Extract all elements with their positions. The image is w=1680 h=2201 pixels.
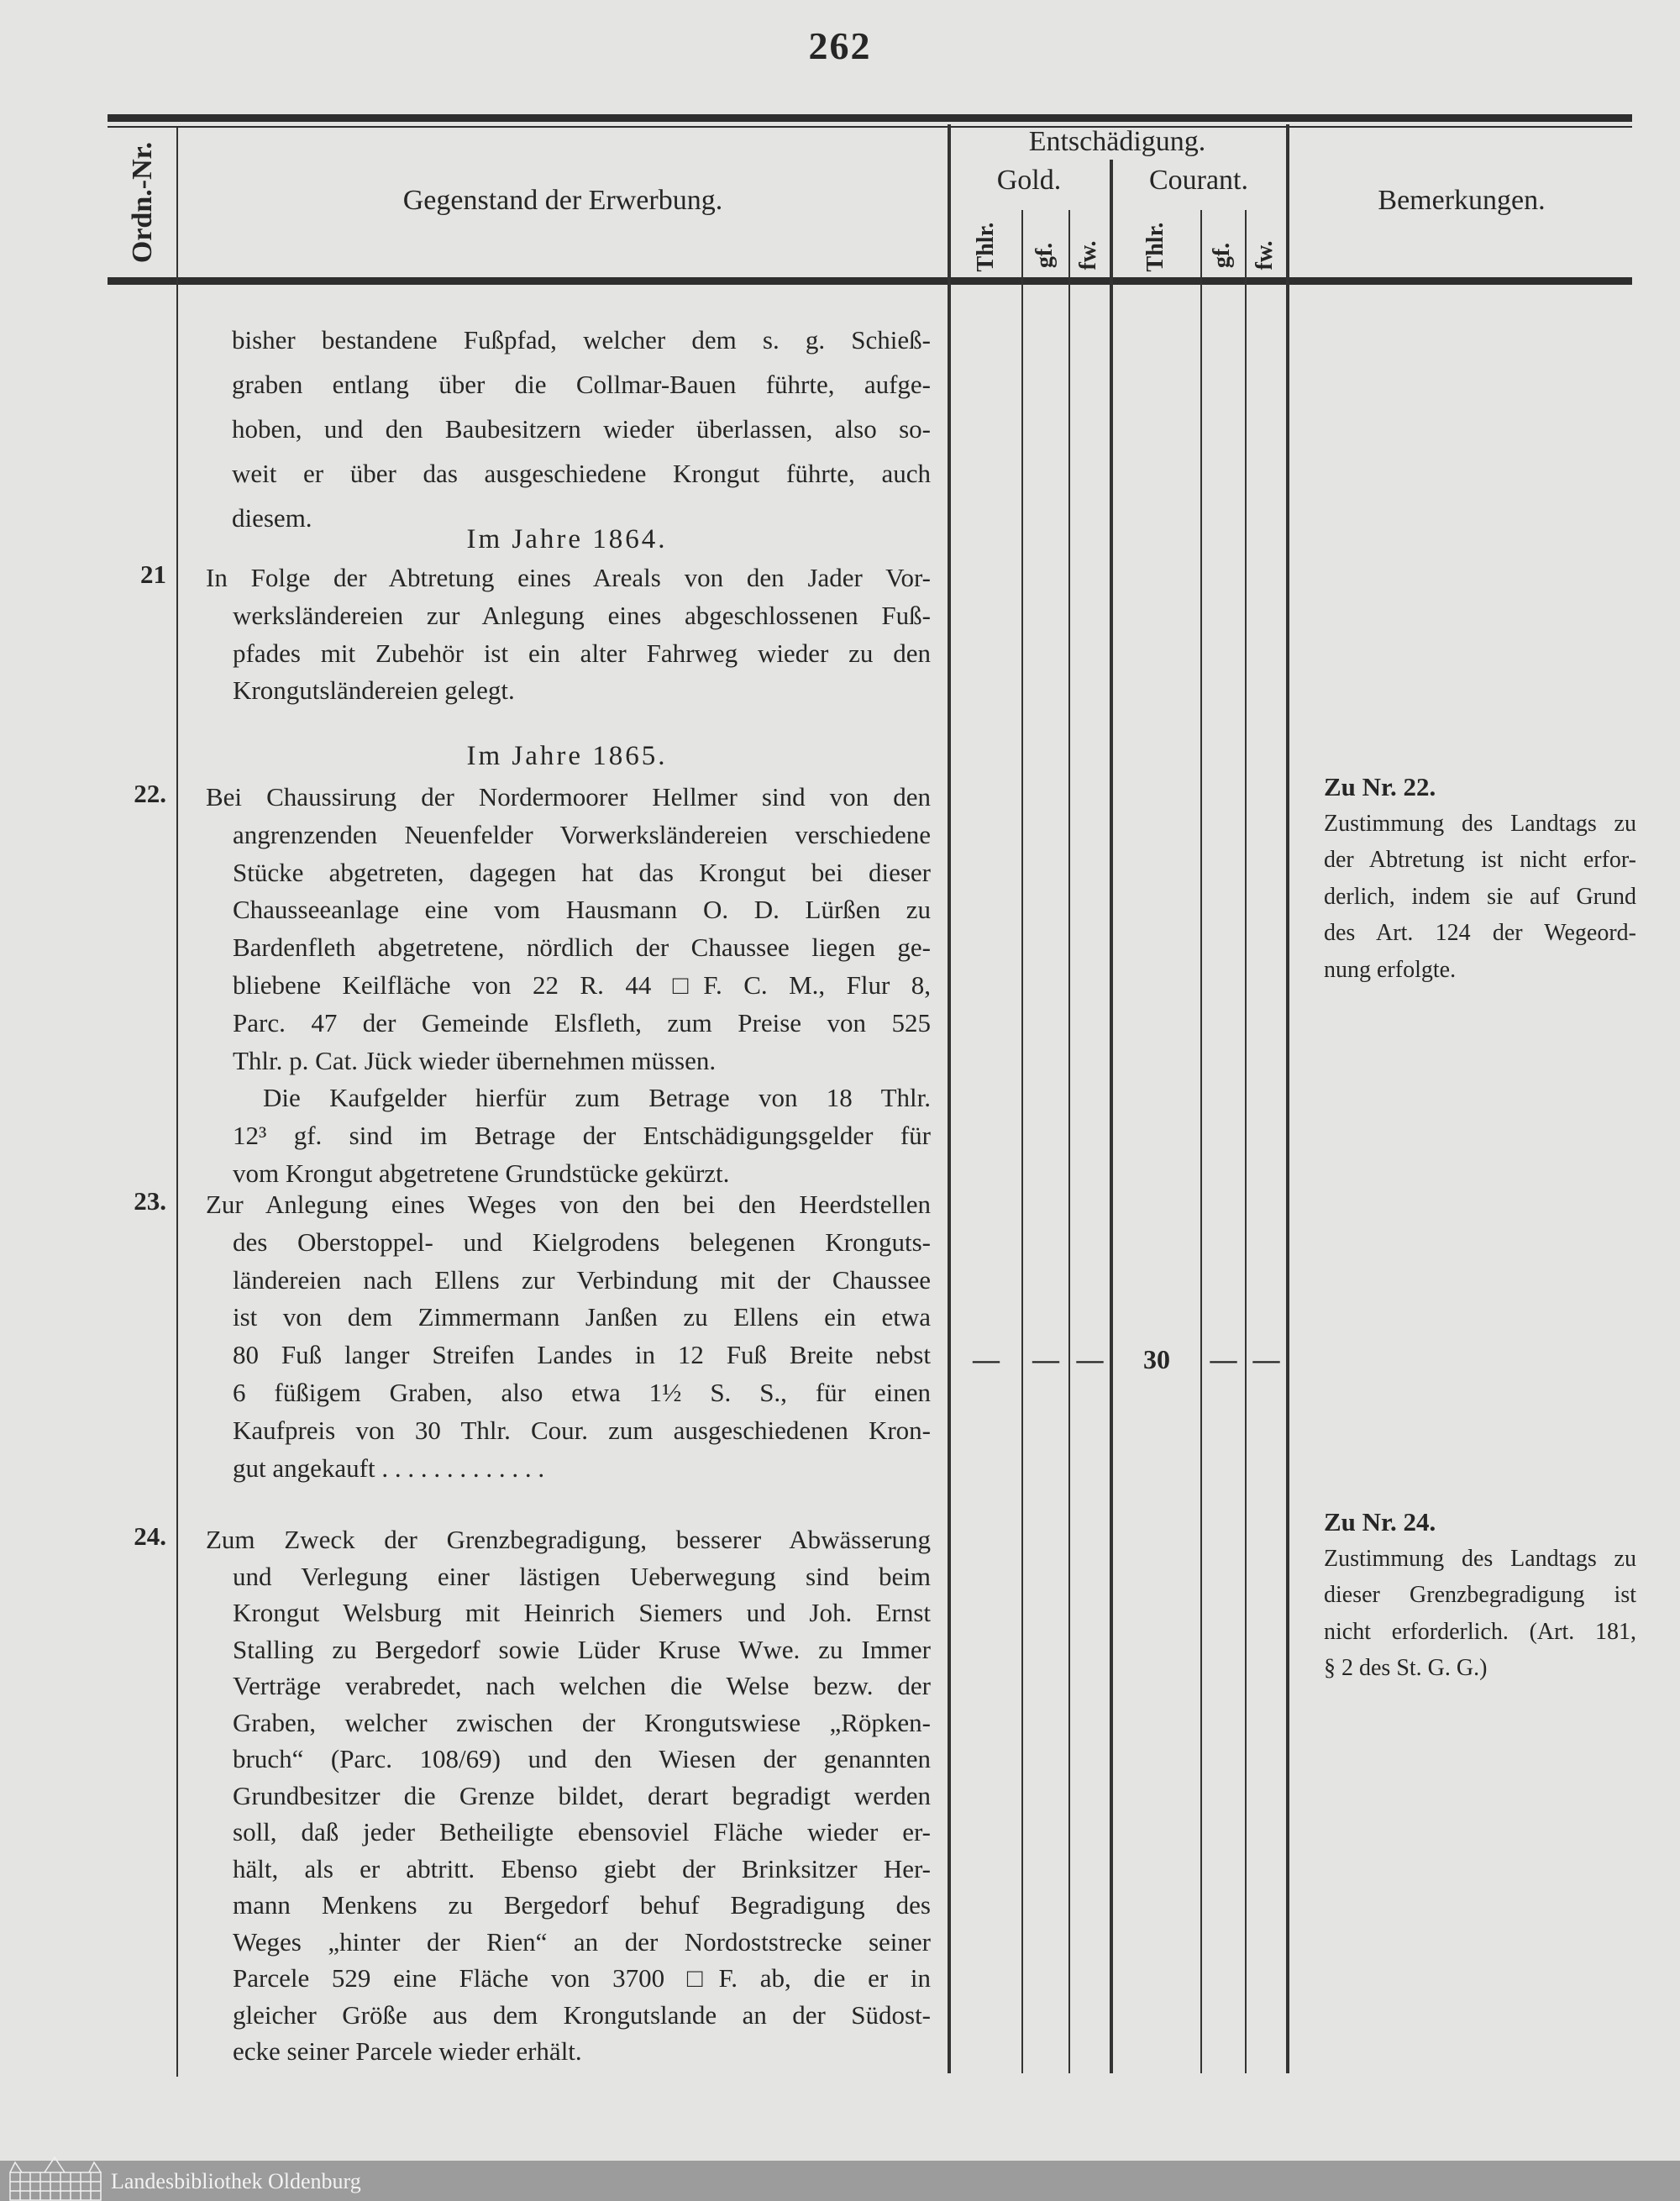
year-heading-1864: Im Jahre 1864. (466, 524, 668, 554)
remark-22 (1324, 769, 1636, 988)
text-line: diesem. (232, 503, 312, 533)
entry-number-22: 22. (134, 779, 166, 808)
text-line: Krongutsländereien gelegt. (233, 675, 515, 706)
text-line: Kaufpreis von 30 Thlr. Cour. zum ausgeschiedenen Kron- (233, 1415, 931, 1445)
header-gold-thlr: Thlr. (973, 222, 999, 272)
text-line: Bei Chaussirung der Nordermoorer Hellmer sind von den (206, 782, 931, 812)
text-line: Verträge verabredet, nach welchen die Welse bezw. der (233, 1671, 931, 1700)
remark-line: der Abtretung ist nicht erfor- (1324, 847, 1636, 873)
text-line: bliebene Keilfläche von 22 R. 44 □F. C. M., Flur 8, (233, 969, 931, 1000)
text-line: Thlr. p. Cat. Jück wieder übernehmen müssen. (233, 1045, 717, 1075)
remark-line: des Art. 124 der Wegeord- (1324, 920, 1636, 946)
header-subject: Gegenstand der Erwerbung. (402, 185, 723, 216)
text-line: Parcele 529 eine Fläche von 3700 □F. ab, die er in (233, 1963, 931, 1993)
text-line: des Oberstoppel- und Kielgrodens belegenen Kronguts- (233, 1227, 931, 1257)
text-line: Grundbesitzer die Grenze bildet, derart begradigt werden (233, 1780, 931, 1810)
remark-title: Zu Nr. 24. (1324, 1507, 1436, 1536)
library-building-logo-icon (7, 2154, 103, 2201)
header-courant: Courant. (1148, 165, 1249, 196)
text-line: werksländereien zur Anlegung eines abgeschlossenen Fuß- (233, 600, 931, 630)
amount-courant-fw: — (1252, 1344, 1280, 1374)
text-line: Graben, welcher zwischen der Krongutswiese „Röpken- (233, 1707, 931, 1737)
remark-line: nicht erforderlich. (Art. 181, (1324, 1618, 1636, 1645)
text-line: gleicher Größe aus dem Krongutslande an der Südost- (233, 1999, 931, 2030)
top-rule (108, 114, 1632, 122)
entry-23-text (206, 1186, 931, 1487)
text-line: hält, als er abtritt. Ebenso giebt der Brinksitzer Her- (233, 1853, 931, 1883)
page-number: 262 (808, 24, 872, 67)
text-line: Stalling zu Bergedorf sowie Lüder Kruse Wwe. zu Immer (233, 1634, 931, 1664)
text-line: soll, daß jeder Betheiligte ebensoviel Fläche wieder er- (233, 1817, 931, 1846)
entry-22-text (206, 779, 931, 1193)
text-line: Weges „hinter der Rien“ an der Nordoststrecke seiner (233, 1926, 931, 1957)
top-thin-rule (108, 126, 1632, 128)
text-line: Bardenfleth abgetretene, nördlich der Chaussee liegen ge- (233, 932, 931, 963)
header-courant-thlr: Thlr. (1142, 222, 1168, 272)
library-name: Landesbibliothek Oldenburg (111, 2169, 361, 2193)
text-line: Chausseeanlage eine vom Hausmann O. D. Lürßen zu (233, 895, 931, 925)
gold-gf-line (1068, 210, 1070, 2073)
courant-thlr-line (1200, 210, 1202, 2073)
entry-24-text (206, 1521, 931, 2070)
text-line: graben entlang über die Collmar-Bauen führte, aufge- (232, 370, 931, 399)
amount-gold-thlr: — (973, 1344, 1000, 1374)
remark-line: dieser Grenzbegradigung ist (1324, 1582, 1636, 1608)
text-line: bisher bestandene Fußpfad, welcher dem s. g. Schieß- (232, 325, 931, 355)
text-line: 6 füßigem Graben, also etwa 1½ S. S., für einen (233, 1377, 931, 1407)
entry-number-23: 23. (134, 1186, 166, 1216)
text-line: angrenzenden Neuenfelder Vorwerksländereien verschiedene (233, 819, 931, 849)
library-footer-bar (0, 2161, 1680, 2201)
gold-courant-line (1110, 160, 1113, 2073)
remark-line: derlich, indem sie auf Grund (1324, 883, 1636, 910)
remark-line: Zustimmung des Landtags zu (1324, 1545, 1636, 1572)
text-line: Parc. 47 der Gemeinde Elsfleth, zum Preise von 525 (233, 1007, 931, 1037)
text-line: und Verlegung einer lästigen Ueberwegung sind beim (233, 1561, 931, 1591)
text-line: gut angekauft . . . . . . . . . . . . . (233, 1452, 545, 1483)
header-bottom-rule (108, 277, 1632, 285)
remark-line: § 2 des St. G. G.) (1324, 1655, 1488, 1681)
text-line: pfades mit Zubehör ist ein alter Fahrweg wieder zu den (233, 638, 931, 668)
year-heading-1865: Im Jahre 1865. (466, 741, 668, 771)
header-ordn-nr: Ordn.-Nr. (127, 141, 158, 264)
text-line: hoben, und den Baubesitzern wieder überlassen, also so- (232, 414, 931, 444)
amount-gold-fw: — (1076, 1344, 1104, 1374)
text-line: ecke seiner Parcele wieder erhält. (233, 2036, 582, 2066)
entry-21-text (206, 559, 931, 710)
header-gold: Gold. (996, 165, 1062, 196)
remark-line: nung erfolgte. (1324, 956, 1457, 983)
text-line: Stücke abgetreten, dagegen hat das Krongut bei dieser (233, 857, 931, 887)
entry-number-21: 21 (140, 559, 166, 589)
amount-courant-thlr: 30 (1143, 1344, 1170, 1374)
continuation-text (232, 318, 931, 540)
text-line: Die Kaufgelder hierfür zum Betrage von 18 Thlr. (263, 1083, 931, 1113)
header-gold-gf: gf. (1032, 242, 1058, 269)
text-line: 80 Fuß langer Streifen Landes in 12 Fuß Breite nebst (233, 1340, 931, 1370)
text-line: ländereien nach Ellens zur Verbindung mit der Chaussee (233, 1264, 931, 1295)
header-courant-gf: gf. (1209, 242, 1235, 269)
amount-courant-gf: — (1210, 1344, 1237, 1374)
header-gold-fw: fw. (1075, 240, 1101, 271)
courant-gf-line (1245, 210, 1247, 2073)
ordn-column-line (176, 128, 178, 2077)
entry-number-24: 24. (134, 1521, 166, 1551)
compensation-right-line (1286, 124, 1289, 2073)
text-line: Zur Anlegung eines Weges von den bei den Heerdstellen (206, 1190, 931, 1219)
text-line: mann Menkens zu Bergedorf behuf Begradigung des (233, 1890, 931, 1920)
text-line: bruch“ (Parc. 108/69) und den Wiesen der genannten (233, 1744, 931, 1773)
amount-gold-gf: — (1032, 1344, 1059, 1374)
remark-title: Zu Nr. 22. (1324, 772, 1436, 801)
header-compensation: Entschädigung. (1028, 126, 1206, 157)
header-remarks: Bemerkungen. (1378, 185, 1546, 216)
compensation-left-line (948, 124, 951, 2073)
header-courant-fw: fw. (1252, 240, 1278, 271)
text-line: In Folge der Abtretung eines Areals von den Jader Vor- (206, 563, 931, 592)
text-line: ist von dem Zimmermann Janßen zu Ellens ein etwa (233, 1302, 931, 1332)
text-line: vom Krongut abgetretene Grundstücke gekürzt. (233, 1158, 730, 1188)
text-line: 12³ gf. sind im Betrage der Entschädigungsgelder für (233, 1121, 931, 1151)
text-line: Krongut Welsburg mit Heinrich Siemers und Joh. Ernst (233, 1598, 931, 1627)
text-line: weit er über das ausgeschiedene Krongut führte, auch (232, 459, 931, 488)
remark-24 (1324, 1504, 1636, 1687)
text-line: Zum Zweck der Grenzbegradigung, besserer Abwässerung (206, 1525, 931, 1554)
remark-line: Zustimmung des Landtags zu (1324, 810, 1636, 837)
gold-thlr-line (1021, 210, 1023, 2073)
